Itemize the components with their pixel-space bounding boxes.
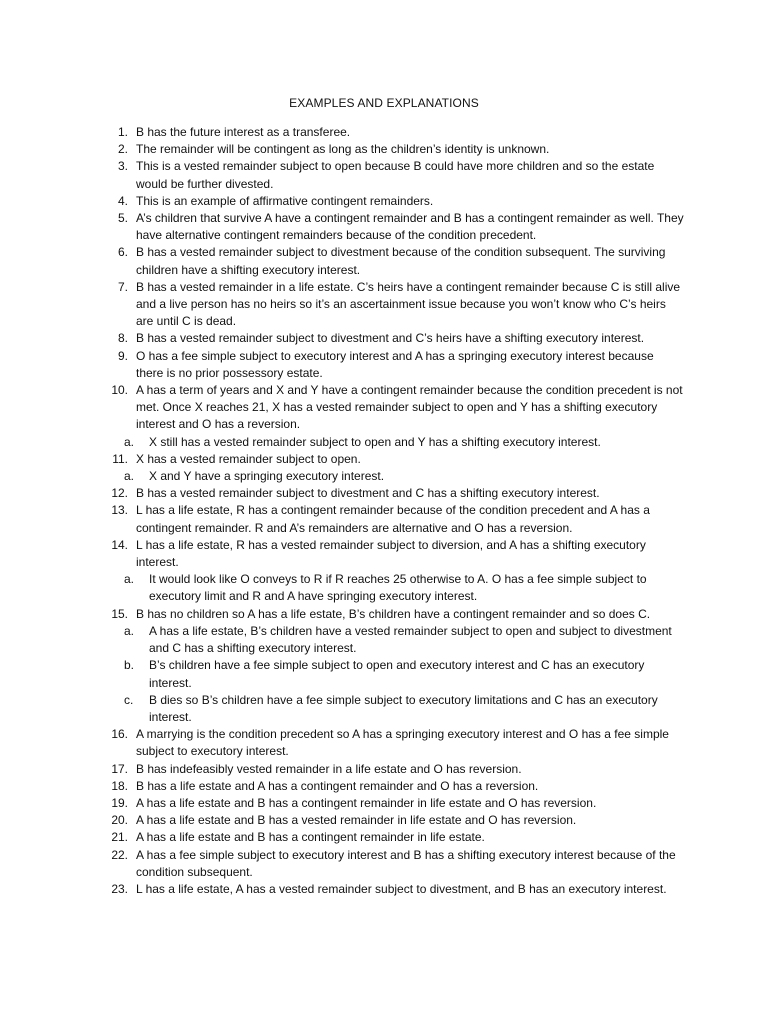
item-text: A has a life estate, B’s children have a vested remainder subject to open and subject to divestment and C has a shifting executory interest.: [149, 623, 672, 656]
item-number: 23.: [111, 881, 128, 896]
sub-list-item: [104, 434, 684, 451]
sub-item-letter: a.: [124, 434, 135, 449]
item-text: B has no children so A has a life estate, B’s children have a contingent remainder and so does C.: [136, 606, 651, 621]
list-item: [104, 881, 684, 898]
item-number: 16.: [111, 727, 128, 742]
sub-item-letter: a.: [124, 469, 135, 484]
list-item: [104, 124, 684, 141]
list-item: [104, 795, 684, 812]
item-text: A marrying is the condition precedent so A has a springing executory interest and O has a fee simple subject to executory interest.: [136, 727, 669, 759]
item-text: L has a life estate, R has a vested remainder subject to diversion, and A has a shifting executory interest.: [136, 537, 646, 570]
item-text: B has indefeasibly vested remainder in a life estate and O has reversion.: [136, 761, 522, 776]
sub-list-item: [104, 571, 684, 605]
list-item: [104, 778, 684, 795]
item-text: B dies so B’s children have a fee simple subject to executory limitations and C has an executory interest.: [149, 692, 658, 724]
list-item: [104, 485, 684, 502]
list-item: [104, 348, 684, 382]
item-number: 20.: [111, 813, 128, 828]
item-number: 14.: [111, 537, 128, 552]
item-number: 2.: [117, 142, 128, 157]
item-text: This is an example of affirmative contingent remainders.: [136, 193, 434, 208]
list-item: [104, 847, 684, 881]
list-item: [104, 244, 684, 278]
item-number: 9.: [117, 348, 128, 363]
item-text: B has a vested remainder subject to divestment and C’s heirs have a shifting executory interest.: [136, 331, 645, 346]
item-text: X still has a vested remainder subject to open and Y has a shifting executory interest.: [149, 434, 601, 449]
item-number: 10.: [111, 383, 128, 398]
item-number: 8.: [117, 331, 128, 346]
item-number: 4.: [117, 193, 128, 208]
list-item: [104, 451, 684, 468]
list-item: [104, 158, 684, 192]
list-item: [104, 279, 684, 331]
item-number: 22.: [111, 847, 128, 862]
sub-item-letter: a.: [124, 572, 135, 587]
list-item: [104, 726, 684, 760]
sub-list-item: [104, 623, 684, 657]
list-item: [104, 812, 684, 829]
item-text: B’s children have a fee simple subject to open and executory interest and C has an executory interest.: [149, 658, 645, 690]
explanations-list: [104, 124, 684, 898]
item-text: The remainder will be contingent as long as the children’s identity is unknown.: [136, 142, 550, 157]
sub-item-letter: a.: [124, 623, 135, 638]
sub-item-letter: b.: [124, 658, 135, 673]
item-text: A has a fee simple subject to executory interest and B has a shifting executory interest because of the condition subsequent.: [136, 847, 676, 879]
sub-list-item: [104, 468, 684, 485]
list-item: [104, 606, 684, 623]
item-text: This is a vested remainder subject to open because B could have more children and so the estate would be further divested.: [136, 159, 655, 191]
item-text: A has a life estate and B has a contingent remainder in life estate and O has reversion.: [136, 795, 597, 810]
item-text: X and Y have a springing executory interest.: [149, 469, 385, 484]
document-title: EXAMPLES AND EXPLANATIONS: [289, 96, 479, 110]
item-text: A’s children that survive A have a contingent remainder and B has a contingent remainder as well. They have alternative contingent remainders because of the condition precedent.: [136, 211, 684, 243]
list-item: [104, 502, 684, 536]
item-number: 15.: [111, 606, 128, 621]
item-text: O has a fee simple subject to executory interest and A has a springing executory interest because there is no prior possessory estate.: [136, 348, 654, 380]
item-number: 6.: [117, 245, 128, 260]
item-number: 18.: [111, 778, 128, 793]
list-item: [104, 761, 684, 778]
sub-list-item: [104, 657, 684, 691]
item-number: 21.: [111, 830, 128, 845]
list-item: [104, 330, 684, 347]
item-text: B has the future interest as a transferee.: [136, 125, 351, 139]
item-text: B has a vested remainder subject to divestment because of the condition subsequent. The surviving children have a shifting executory interest.: [136, 245, 666, 277]
item-text: A has a term of years and X and Y have a contingent remainder because the condition precedent is not met. Once X reaches 21, X has a vested remainder subject to open and Y has a shifting executory interest and O has a reversion.: [136, 383, 683, 432]
item-text: A has a life estate and B has a contingent remainder in life estate.: [136, 830, 485, 845]
list-item: [104, 210, 684, 244]
item-number: 1.: [117, 125, 128, 139]
item-text: L has a life estate, A has a vested remainder subject to divestment, and B has an executory interest.: [136, 881, 667, 896]
item-text: B has a vested remainder subject to divestment and C has a shifting executory interest.: [136, 486, 600, 501]
list-item: [104, 829, 684, 846]
item-text: L has a life estate, R has a contingent remainder because of the condition precedent and A has a contingent remainder. R and A’s remainders are alternative and O has a reversion.: [136, 503, 650, 535]
item-text: It would look like O conveys to R if R reaches 25 otherwise to A. O has a fee simple subject to executory limit and R and A have springing executory interest.: [149, 572, 647, 604]
item-number: 19.: [111, 795, 128, 810]
sub-list-item: [104, 692, 684, 726]
item-number: 5.: [117, 211, 128, 226]
list-item: [104, 141, 684, 158]
item-number: 17.: [111, 761, 128, 776]
item-text: B has a life estate and A has a contingent remainder and O has a reversion.: [136, 778, 539, 793]
item-number: 7.: [117, 279, 128, 294]
item-number: 11.: [112, 451, 128, 466]
list-item: [104, 537, 684, 571]
item-text: B has a vested remainder in a life estate. C’s heirs have a contingent remainder because C is still alive and a live person has no heirs so it’s an ascertainment issue because you won’t know who C’s heirs are until C is dead.: [136, 279, 681, 329]
item-number: 3.: [117, 159, 128, 174]
item-number: 12.: [111, 486, 128, 501]
item-text: A has a life estate and B has a vested remainder in life estate and O has reversion.: [136, 813, 577, 828]
list-item: [104, 382, 684, 434]
list-item: [104, 193, 684, 210]
sub-item-letter: c.: [124, 692, 134, 707]
item-number: 13.: [111, 503, 128, 518]
item-text: X has a vested remainder subject to open.: [136, 451, 361, 466]
